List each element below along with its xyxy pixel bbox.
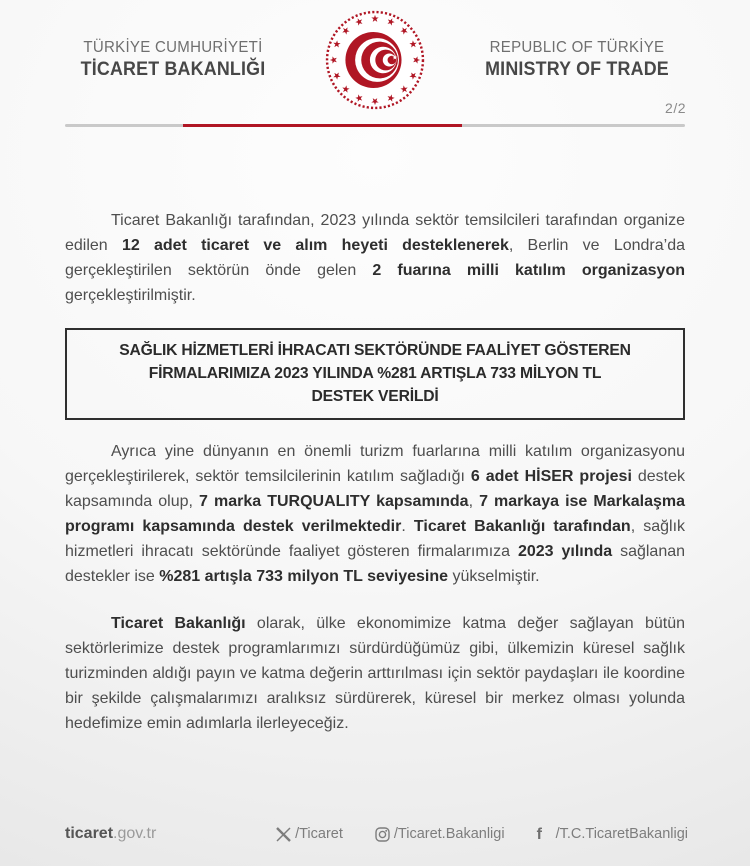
- website-link[interactable]: [65, 825, 156, 843]
- header-title-turkish: [56, 38, 291, 82]
- header-ministry-en: MINISTRY OF TRADE: [485, 59, 669, 81]
- facebook-icon: f: [536, 825, 542, 843]
- main-content: [65, 208, 685, 736]
- social-link-x[interactable]: [276, 826, 343, 842]
- instagram-icon: [375, 827, 390, 842]
- social-link-instagram[interactable]: [375, 826, 505, 842]
- page-indicator: 2/2: [665, 100, 686, 116]
- social-links: [276, 826, 688, 842]
- header-ministry-tr: TİCARET BAKANLIĞI: [80, 59, 266, 81]
- header: [0, 8, 750, 112]
- footer: [0, 810, 750, 866]
- x-handle: /Ticaret: [295, 826, 343, 842]
- headline-box: [65, 328, 685, 420]
- headline-line-1: SAĞLIK HİZMETLERİ İHRACATI SEKTÖRÜNDE FAALİYET GÖSTEREN: [119, 342, 631, 359]
- headline-line-3: DESTEK VERİLDİ: [311, 388, 439, 405]
- header-divider: [65, 124, 685, 127]
- x-icon: [276, 827, 291, 842]
- ministry-of-trade-logo-icon: [324, 9, 426, 111]
- facebook-handle: /T.C.TicaretBakanligi: [555, 826, 688, 842]
- paragraph-2: Ayrıca yine dünyanın en önemli turizm fuarlarına milli katılım organizasyonu gerçekleştirilerek, sektör temsilcilerinin katılım sağladığı 6 adet HİSER projesi destek kapsamında olup, 7 marka TURQUALITY kapsamında, 7 markaya ise Markalaşma programı kapsamında destek verilmektedir. Ticaret Bakanlığı tarafından, sağlık hizmetleri ihracatı sektöründe faaliyet gösteren firmalarımıza 2023 yılında sağlanan destekler ise %281 artışla 733 milyon TL seviyesine yükselmiştir.: [65, 443, 686, 585]
- paragraph-1: Ticaret Bakanlığı tarafından, 2023 yılında sektör temsilcileri tarafından organize edilen 12 adet ticaret ve alım heyeti desteklenerek, Berlin ve Londra’da gerçekleştirilen sektörün önde gelen 2 fuarına milli katılım organizasyon gerçekleştirilmiştir.: [65, 212, 685, 304]
- paragraph-3: Ticaret Bakanlığı olarak, ülke ekonomimize katma değer sağlayan bütün sektörlerimize destek programlarımızı sürdürdüğümüz gibi, ülkemizin küresel sağlık turizminden aldığı payın ve katma değerin arttırılması için sektör paydaşları ile koordine bir şekilde çalışmalarımızı aralıksız sürdürerek, küresel bir merkez olması yolunda hedefimize emin adımlarla ilerleyeceğiz.: [65, 615, 685, 732]
- website-rest: .gov.tr: [113, 825, 157, 842]
- header-country-en: REPUBLIC OF TÜRKİYE: [489, 39, 665, 57]
- header-title-english: [460, 38, 695, 82]
- header-country-tr: TÜRKİYE CUMHURİYETİ: [83, 39, 263, 57]
- instagram-handle: /Ticaret.Bakanligi: [393, 826, 505, 842]
- website-bold: ticaret: [65, 825, 114, 842]
- social-link-facebook[interactable]: [537, 826, 688, 842]
- headline-line-2: FİRMALARIMIZA 2023 YILINDA %281 ARTIŞLA 733 MİLYON TL: [148, 365, 602, 382]
